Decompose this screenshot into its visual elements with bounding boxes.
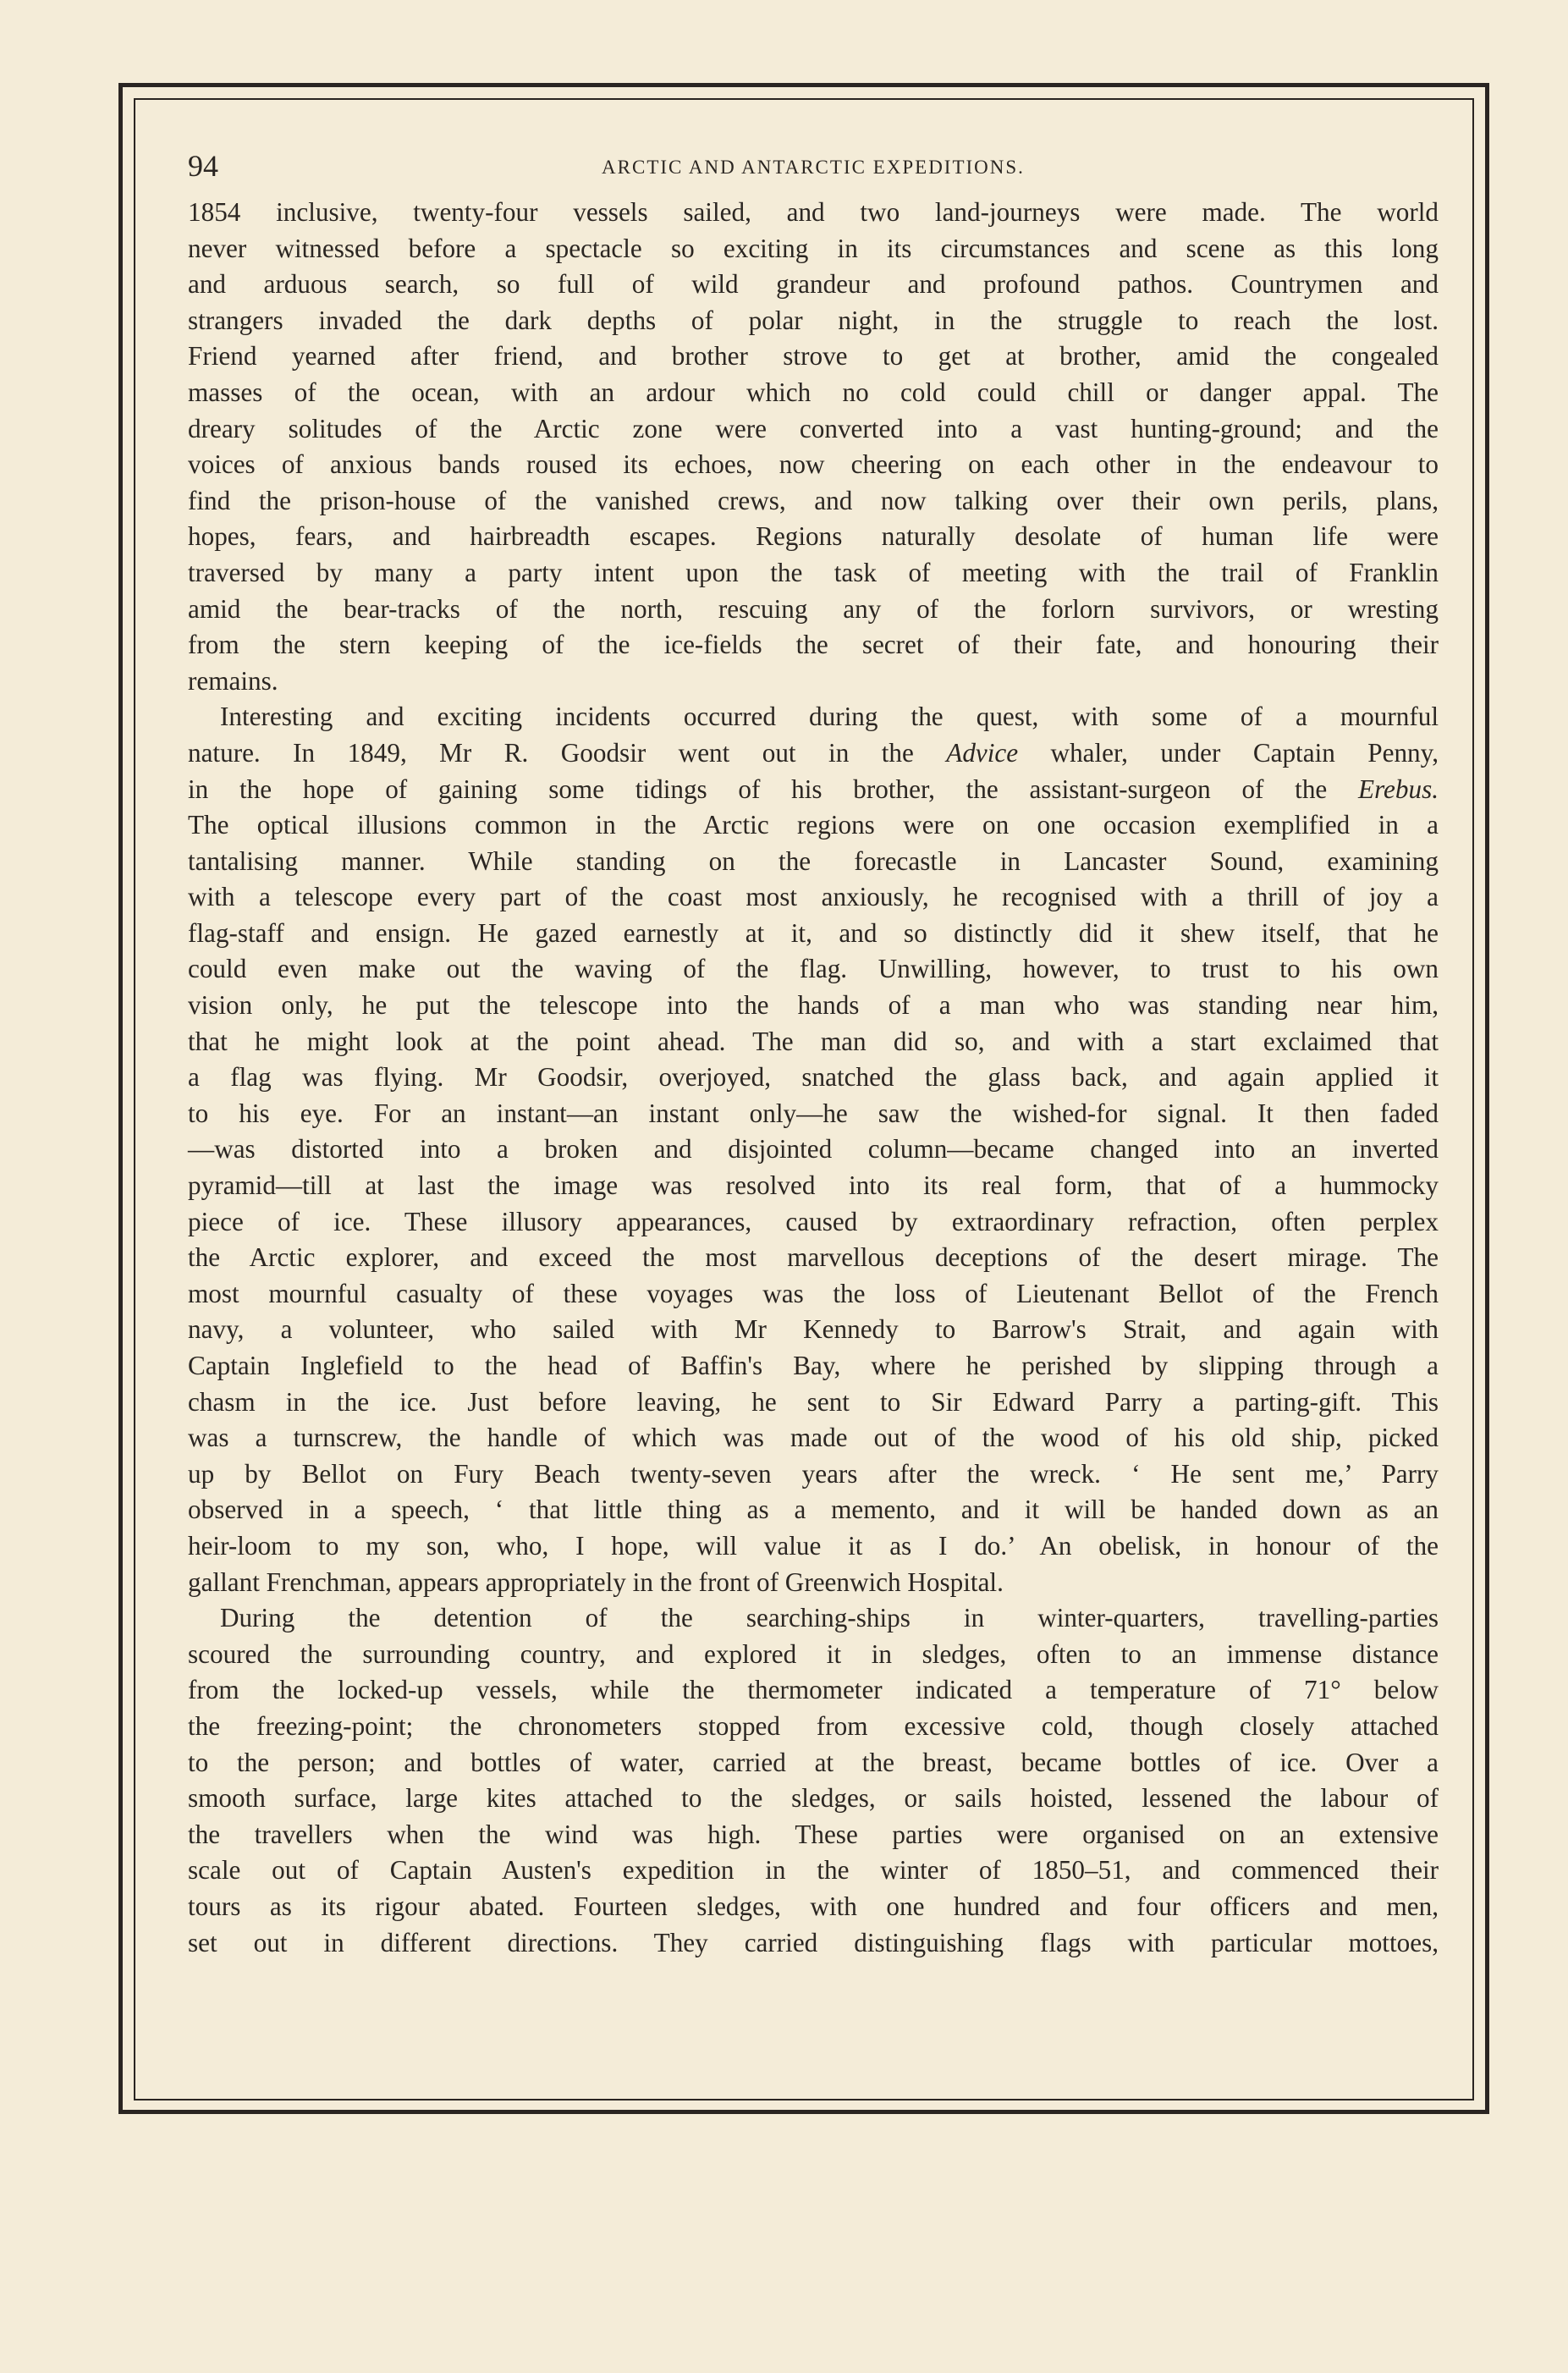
text-line: vision only, he put the telescope into the hands of a man who was standing near him, <box>188 990 1439 1021</box>
text-line: could even make out the waving of the flag. Unwilling, however, to trust to his own <box>188 954 1439 984</box>
text-line: set out in different directions. They carried distinguishing flags with particular mottoes, <box>188 1927 1439 1957</box>
text-line: most mournful casualty of these voyages was the loss of Lieutenant Bellot of the French <box>188 1278 1439 1308</box>
text-line: navy, a volunteer, who sailed with Mr Kennedy to Barrow's Strait, and again with <box>188 1314 1439 1345</box>
text-line: that he might look at the point ahead. The man did so, and with a start exclaimed that <box>188 1026 1439 1056</box>
text-line: voices of anxious bands roused its echoes, now cheering on each other in the endeavour to <box>188 449 1439 480</box>
text-line: scoured the surrounding country, and explored it in sledges, often to an immense distance <box>188 1638 1439 1669</box>
text-fragment: in the hope of gaining some tidings of his brother, the assistant-surgeon of the <box>188 774 1328 804</box>
text-line: Interesting and exciting incidents occurred during the quest, with some of a mournful <box>220 702 1439 732</box>
text-line: up by Bellot on Fury Beach twenty-seven years after the wreck. ‘ He sent me,’ Parry <box>188 1458 1439 1489</box>
text-line: the Arctic explorer, and exceed the most marvellous deceptions of the desert mirage. The <box>188 1242 1439 1273</box>
paragraph-3 <box>188 1600 1439 1961</box>
text-line: tours as its rigour abated. Fourteen sledges, with one hundred and four officers and men, <box>188 1891 1439 1921</box>
text-line: tantalising manner. While standing on the forecastle in Lancaster Sound, examining <box>188 845 1439 876</box>
text-line: flag-staff and ensign. He gazed earnestly at it, and so distinctly did it shew itself, that he <box>188 917 1439 948</box>
text-line: the freezing-point; the chronometers stopped from excessive cold, though closely attached <box>188 1710 1439 1741</box>
text-line: the travellers when the wind was high. These parties were organised on an extensive <box>188 1819 1439 1849</box>
text-line: pyramid—till at last the image was resolved into its real form, that of a hummocky <box>188 1170 1439 1201</box>
text-fragment: nature. In 1849, Mr R. Goodsir went out in the <box>188 737 914 768</box>
text-line-with-italic <box>188 735 1439 772</box>
text-line: with a telescope every part of the coast most anxiously, he recognised with a thrill of joy a <box>188 882 1439 912</box>
body-text <box>188 195 1439 1961</box>
page-number: 94 <box>188 149 218 183</box>
text-line: heir-loom to my son, who, I hope, will value it as I do.’ An obelisk, in honour of the <box>188 1530 1439 1561</box>
paragraph-2 <box>188 699 1439 1600</box>
text-line: chasm in the ice. Just before leaving, he sent to Sir Edward Parry a parting-gift. This <box>188 1386 1439 1417</box>
text-line: remains. <box>188 665 278 696</box>
running-title: ARCTIC AND ANTARCTIC EXPEDITIONS. <box>602 157 1025 178</box>
text-line-with-italic <box>188 772 1439 808</box>
text-line: amid the bear-tracks of the north, rescuing any of the forlorn survivors, or wresting <box>188 593 1439 624</box>
text-line: a flag was flying. Mr Goodsir, overjoyed, snatched the glass back, and again applied it <box>188 1062 1439 1093</box>
text-line: piece of ice. These illusory appearances, caused by extraordinary refraction, often perplex <box>188 1206 1439 1236</box>
text-line: to the person; and bottles of water, carried at the breast, became bottles of ice. Over a <box>188 1747 1439 1777</box>
text-line: gallant Frenchman, appears appropriately in the front of Greenwich Hospital. <box>188 1566 1004 1597</box>
text-line: —was distorted into a broken and disjointed column—became changed into an inverted <box>188 1134 1439 1164</box>
ship-name-advice: Advice <box>946 737 1019 768</box>
text-line: hopes, fears, and hairbreadth escapes. Regions naturally desolate of human life were <box>188 521 1439 552</box>
text-line: was a turnscrew, the handle of which was made out of the wood of his old ship, picked <box>188 1423 1439 1453</box>
text-line: never witnessed before a spectacle so exciting in its circumstances and scene as this long <box>188 233 1439 263</box>
text-line: Captain Inglefield to the head of Baffin's Bay, where he perished by slipping through a <box>188 1351 1439 1380</box>
text-line: 1854 inclusive, twenty-four vessels sailed, and two land-journeys were made. The world <box>188 197 1439 227</box>
text-line: find the prison-house of the vanished crews, and now talking over their own perils, plans, <box>188 485 1439 515</box>
text-line: from the locked-up vessels, while the thermometer indicated a temperature of 71° below <box>188 1675 1439 1705</box>
text-line: smooth surface, large kites attached to the sledges, or sails hoisted, lessened the labour of <box>188 1783 1439 1814</box>
page-header <box>188 149 1439 191</box>
text-line: Friend yearned after friend, and brother strove to get at brother, amid the congealed <box>188 341 1439 372</box>
text-line: to his eye. For an instant—an instant only—he saw the wished-for signal. It then faded <box>188 1098 1439 1128</box>
text-line: masses of the ocean, with an ardour which no cold could chill or danger appal. The <box>188 377 1439 407</box>
text-line: During the detention of the searching-ships in winter-quarters, travelling-parties <box>220 1603 1439 1633</box>
text-line: The optical illusions common in the Arctic regions were on one occasion exemplified in a <box>188 810 1439 840</box>
text-line: traversed by many a party intent upon the task of meeting with the trail of Franklin <box>188 557 1439 587</box>
text-line: observed in a speech, ‘ that little thing as a memento, and it will be handed down as an <box>188 1495 1439 1525</box>
text-line: from the stern keeping of the ice-fields the secret of their fate, and honouring their <box>188 630 1439 660</box>
text-line: scale out of Captain Austen's expedition in the winter of 1850–51, and commenced their <box>188 1855 1439 1886</box>
paragraph-1 <box>188 195 1439 699</box>
ship-name-erebus: Erebus. <box>1358 774 1439 804</box>
text-line: dreary solitudes of the Arctic zone were converted into a vast hunting-ground; and the <box>188 413 1439 443</box>
text-fragment: whaler, under Captain Penny, <box>1050 737 1439 768</box>
text-line: strangers invaded the dark depths of polar night, in the struggle to reach the lost. <box>188 305 1439 335</box>
text-line: and arduous search, so full of wild grandeur and profound pathos. Countrymen and <box>188 269 1439 300</box>
